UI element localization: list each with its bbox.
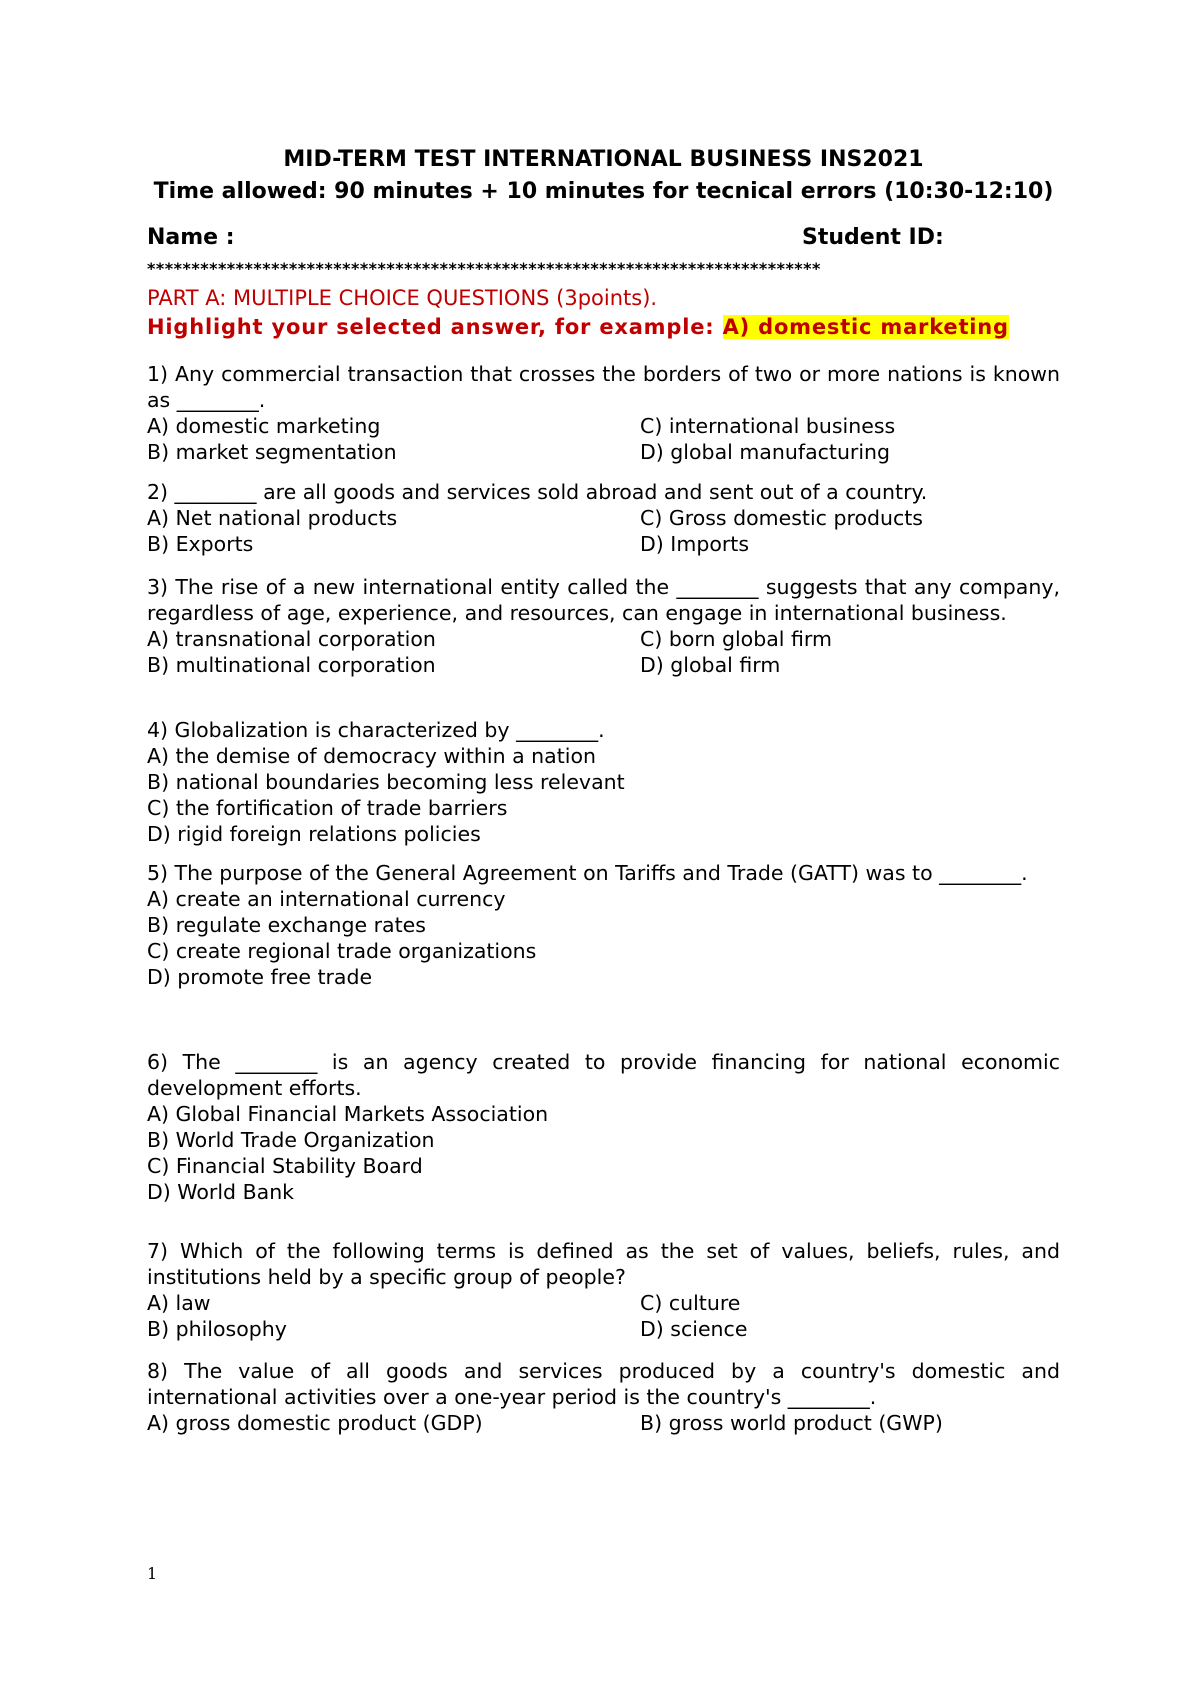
question-4 <box>147 717 1060 847</box>
option-d[interactable]: D) science <box>640 1317 748 1341</box>
option-d[interactable]: D) Imports <box>640 532 750 556</box>
option-d[interactable]: D) global firm <box>640 653 781 677</box>
question-5 <box>147 860 1060 990</box>
option-b[interactable]: B) philosophy <box>147 1317 287 1341</box>
option-c[interactable]: C) the fortification of trade barriers <box>147 796 508 820</box>
name-label: Name : <box>147 225 235 250</box>
option-d[interactable]: D) promote free trade <box>147 965 373 989</box>
option-b[interactable]: B) World Trade Organization <box>147 1128 435 1152</box>
option-a[interactable]: A) law <box>147 1291 211 1315</box>
option-row <box>147 505 1060 531</box>
question-stem: 2) ________ are all goods and services sold abroad and sent out of a country. <box>147 480 928 504</box>
option-a[interactable]: A) Net national products <box>147 506 398 530</box>
option-c[interactable]: C) Financial Stability Board <box>147 1154 423 1178</box>
option-d[interactable]: D) global manufacturing <box>640 440 891 464</box>
option-a[interactable]: A) the demise of democracy within a nation <box>147 744 596 768</box>
option-b[interactable]: B) regulate exchange rates <box>147 913 426 937</box>
question-8 <box>147 1358 1060 1436</box>
option-b[interactable]: B) gross world product (GWP) <box>640 1411 943 1435</box>
option-a[interactable]: A) domestic marketing <box>147 414 381 438</box>
question-2 <box>147 479 1060 557</box>
question-stem: 6) The ________ is an agency created to provide financing for national economic development efforts. <box>147 1050 1060 1100</box>
question-stem: 5) The purpose of the General Agreement on Tariffs and Trade (GATT) was to ________. <box>147 861 1028 885</box>
option-c[interactable]: C) international business <box>640 414 896 438</box>
option-row <box>147 1316 1060 1342</box>
question-stem: 3) The rise of a new international entity called the ________ suggests that any company, regardless of age, experience, and resources, can engage in international business. <box>147 575 1060 625</box>
example-answer-highlight: A) domestic marketing <box>722 315 1009 339</box>
option-row <box>147 1290 1060 1316</box>
exam-page <box>147 0 1060 1698</box>
question-1 <box>147 361 1060 465</box>
option-row <box>147 439 1060 465</box>
question-stem: 7) Which of the following terms is defined as the set of values, beliefs, rules, and institutions held by a specific group of people? <box>147 1239 1060 1289</box>
page-number: 1 <box>147 1564 158 1583</box>
exam-title: MID-TERM TEST INTERNATIONAL BUSINESS INS2021 <box>283 147 924 172</box>
option-c[interactable]: C) culture <box>640 1291 741 1315</box>
option-b[interactable]: B) Exports <box>147 532 254 556</box>
option-a[interactable]: A) create an international currency <box>147 887 506 911</box>
question-stem: 8) The value of all goods and services produced by a country's domestic and international activities over a one-year period is the country's ________. <box>147 1359 1060 1409</box>
option-c[interactable]: C) Gross domestic products <box>640 506 923 530</box>
option-b[interactable]: B) national boundaries becoming less relevant <box>147 770 625 794</box>
separator-line: **************************************************************************** <box>147 259 821 278</box>
name-row <box>147 222 1060 254</box>
option-a[interactable]: A) gross domestic product (GDP) <box>147 1411 483 1435</box>
instruction-text: Highlight your selected answer, for example: <box>147 315 723 339</box>
part-a-heading: PART A: MULTIPLE CHOICE QUESTIONS (3points). <box>147 286 658 310</box>
question-stem: 1) Any commercial transaction that crosses the borders of two or more nations is known as ________. <box>147 362 1060 412</box>
option-c[interactable]: C) born global firm <box>640 627 832 651</box>
option-row <box>147 626 1060 652</box>
option-b[interactable]: B) market segmentation <box>147 440 397 464</box>
option-row <box>147 413 1060 439</box>
option-row <box>147 531 1060 557</box>
option-b[interactable]: B) multinational corporation <box>147 653 436 677</box>
question-6 <box>147 1049 1060 1205</box>
student-id-label: Student ID: <box>802 225 944 250</box>
time-allowed: Time allowed: 90 minutes + 10 minutes for tecnical errors (10:30-12:10) <box>153 179 1054 204</box>
question-stem: 4) Globalization is characterized by ________. <box>147 718 605 742</box>
part-a-instruction <box>147 312 1060 342</box>
question-7 <box>147 1238 1060 1342</box>
option-a[interactable]: A) Global Financial Markets Association <box>147 1102 549 1126</box>
option-d[interactable]: D) World Bank <box>147 1180 295 1204</box>
option-d[interactable]: D) rigid foreign relations policies <box>147 822 481 846</box>
option-c[interactable]: C) create regional trade organizations <box>147 939 537 963</box>
option-a[interactable]: A) transnational corporation <box>147 627 436 651</box>
question-3 <box>147 574 1060 678</box>
option-row <box>147 1410 1060 1436</box>
option-row <box>147 652 1060 678</box>
